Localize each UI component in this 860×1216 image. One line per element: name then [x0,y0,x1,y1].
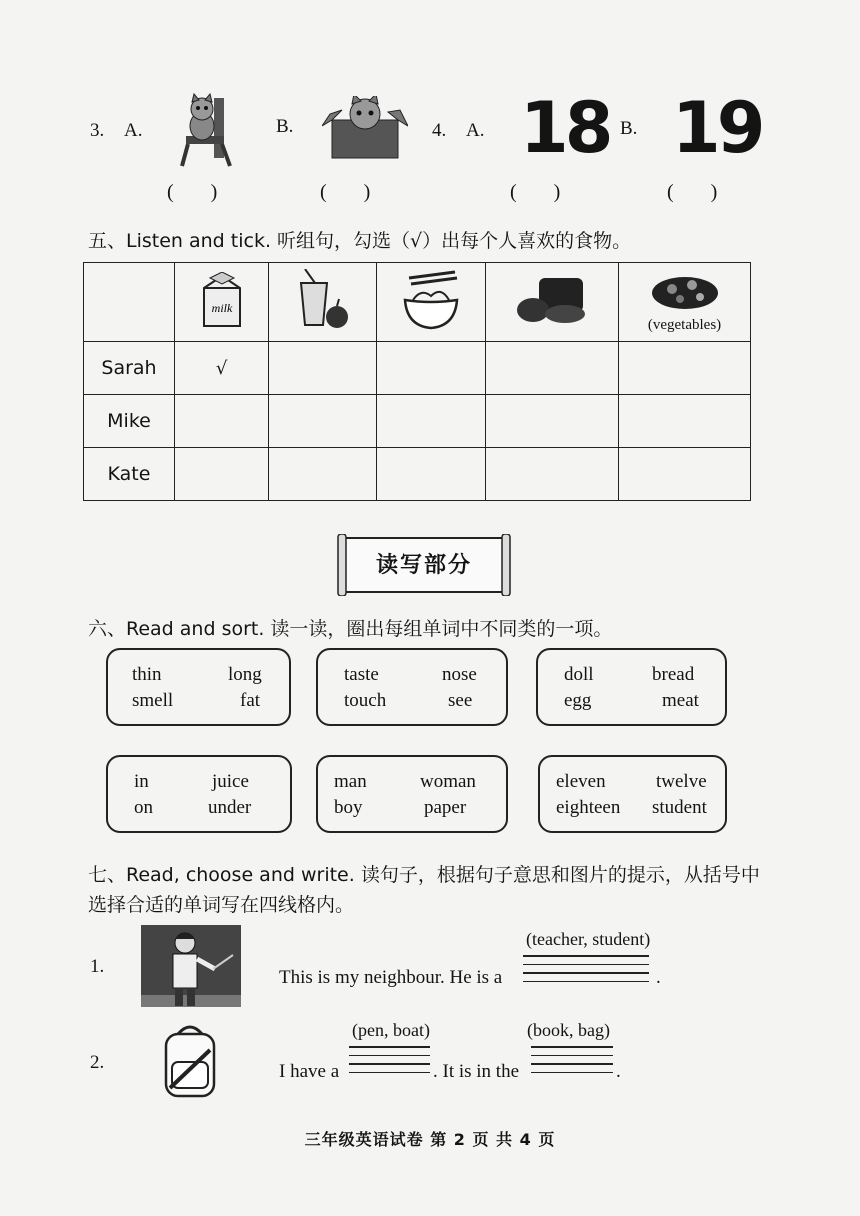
word[interactable]: long [228,664,262,685]
meat-cell [485,263,618,342]
reading-writing-banner-title: 读写部分 [375,553,472,578]
tick-cell[interactable] [619,448,751,501]
table-corner-cell [84,263,175,342]
tick-cell[interactable] [377,342,485,395]
word[interactable]: under [208,797,252,818]
q2-number: 2. [90,1052,105,1073]
noodles-bowl-icon [401,270,461,330]
table-row [84,395,751,448]
q1-period: . [656,967,661,988]
q1-sentence: This is my neighbour. He is a [279,967,503,988]
noodles-cell [377,263,485,342]
word[interactable]: smell [132,690,174,711]
tick-cell[interactable] [619,395,751,448]
vegetables-icon [650,271,720,311]
section-7-heading-line2: 选择合适的单词写在四线格内。 [88,894,355,916]
milk-label: milk [211,301,232,315]
milk-carton-icon [196,272,248,328]
word[interactable]: fat [240,690,261,711]
word[interactable]: meat [662,690,699,711]
cat-in-box-image [322,96,408,160]
answer-paren-3a[interactable]: ( ) [167,181,234,203]
word-group-box [536,648,727,726]
q3-option-b-label: B. [276,116,294,137]
food-preference-table [83,262,751,501]
word[interactable]: bread [652,664,695,685]
tick-cell[interactable] [619,342,751,395]
q3-number: 3. [90,120,105,141]
word[interactable]: eighteen [556,797,621,818]
tick-cell[interactable] [485,395,618,448]
number-19: 19 [672,87,762,169]
tick-cell[interactable] [377,395,485,448]
q1-four-line-grid[interactable] [523,955,649,989]
school-bag-image [160,1024,220,1100]
tick-cell[interactable] [269,342,377,395]
cat-on-chair-image [172,92,242,168]
word[interactable]: student [652,797,707,818]
answer-paren-4a[interactable]: ( ) [510,181,577,203]
word[interactable]: eleven [556,771,606,792]
meat-icon [515,274,589,326]
tick-cell[interactable] [175,448,269,501]
word[interactable]: man [334,771,367,792]
tick-cell[interactable] [175,395,269,448]
word[interactable]: in [134,771,149,792]
row-name: Mike [84,395,175,448]
word-group-box [316,648,508,726]
table-row [84,448,751,501]
q2-sentence-part1: I have a [279,1061,340,1082]
word[interactable]: doll [564,664,594,685]
word[interactable]: thin [132,664,162,685]
word[interactable]: paper [424,797,467,818]
q4-option-a-label: A. [466,120,485,141]
section-7-heading-line1: 七、Read, choose and write. 读句子，根据句子意思和图片的提示，从括号中 [88,864,760,886]
milk-cell [175,263,269,342]
tick-cell[interactable] [485,342,618,395]
tick-cell[interactable] [485,448,618,501]
q2-four-line-grid-2[interactable] [531,1046,613,1080]
word-group-box [538,755,727,833]
word[interactable]: see [448,690,473,711]
tick-cell[interactable] [269,448,377,501]
q1-number: 1. [90,956,105,977]
tick-cell[interactable] [269,395,377,448]
q2-four-line-grid-1[interactable] [349,1046,430,1080]
table-header-row [84,263,751,342]
word[interactable]: juice [212,771,249,792]
tick-cell[interactable] [377,448,485,501]
word-group-box [316,755,508,833]
juice-and-apple-icon [293,269,353,331]
answer-paren-4b[interactable]: ( ) [667,181,734,203]
row-name: Kate [84,448,175,501]
vegetables-cell [619,263,751,342]
word-group-box [106,755,292,833]
word-group-box [106,648,291,726]
word[interactable]: boy [334,797,363,818]
q2-period: . [616,1061,621,1082]
word[interactable]: woman [420,771,476,792]
word[interactable]: on [134,797,153,818]
word[interactable]: twelve [656,771,707,792]
word[interactable]: taste [344,664,379,685]
q1-options: (teacher, student) [526,929,651,949]
word[interactable]: touch [344,690,387,711]
teacher-at-blackboard-image [141,925,241,1007]
q2-sentence-part2: . It is in the [433,1061,520,1082]
word[interactable]: nose [442,664,477,685]
juice-apple-cell [269,263,377,342]
q4-option-b-label: B. [620,118,638,139]
section-6-heading: 六、Read and sort. 读一读，圈出每组单词中不同类的一项。 [88,618,613,640]
vegetables-caption: (vegetables) [647,316,722,333]
word[interactable]: egg [564,690,592,711]
tick-cell[interactable]: √ [175,342,269,395]
row-name: Sarah [84,342,175,395]
section-5-heading: 五、Listen and tick. 听组句，勾选（√）出每个人喜欢的食物。 [88,230,632,252]
q3-option-a-label: A. [124,120,143,141]
number-18: 18 [520,87,610,169]
table-row [84,342,751,395]
page-footer: 三年级英语试卷 第 2 页 共 4 页 [304,1130,556,1149]
answer-paren-3b[interactable]: ( ) [320,181,387,203]
q4-number: 4. [432,120,447,141]
q2-options-2: (book, bag) [527,1020,610,1040]
q2-options-1: (pen, boat) [352,1020,430,1040]
